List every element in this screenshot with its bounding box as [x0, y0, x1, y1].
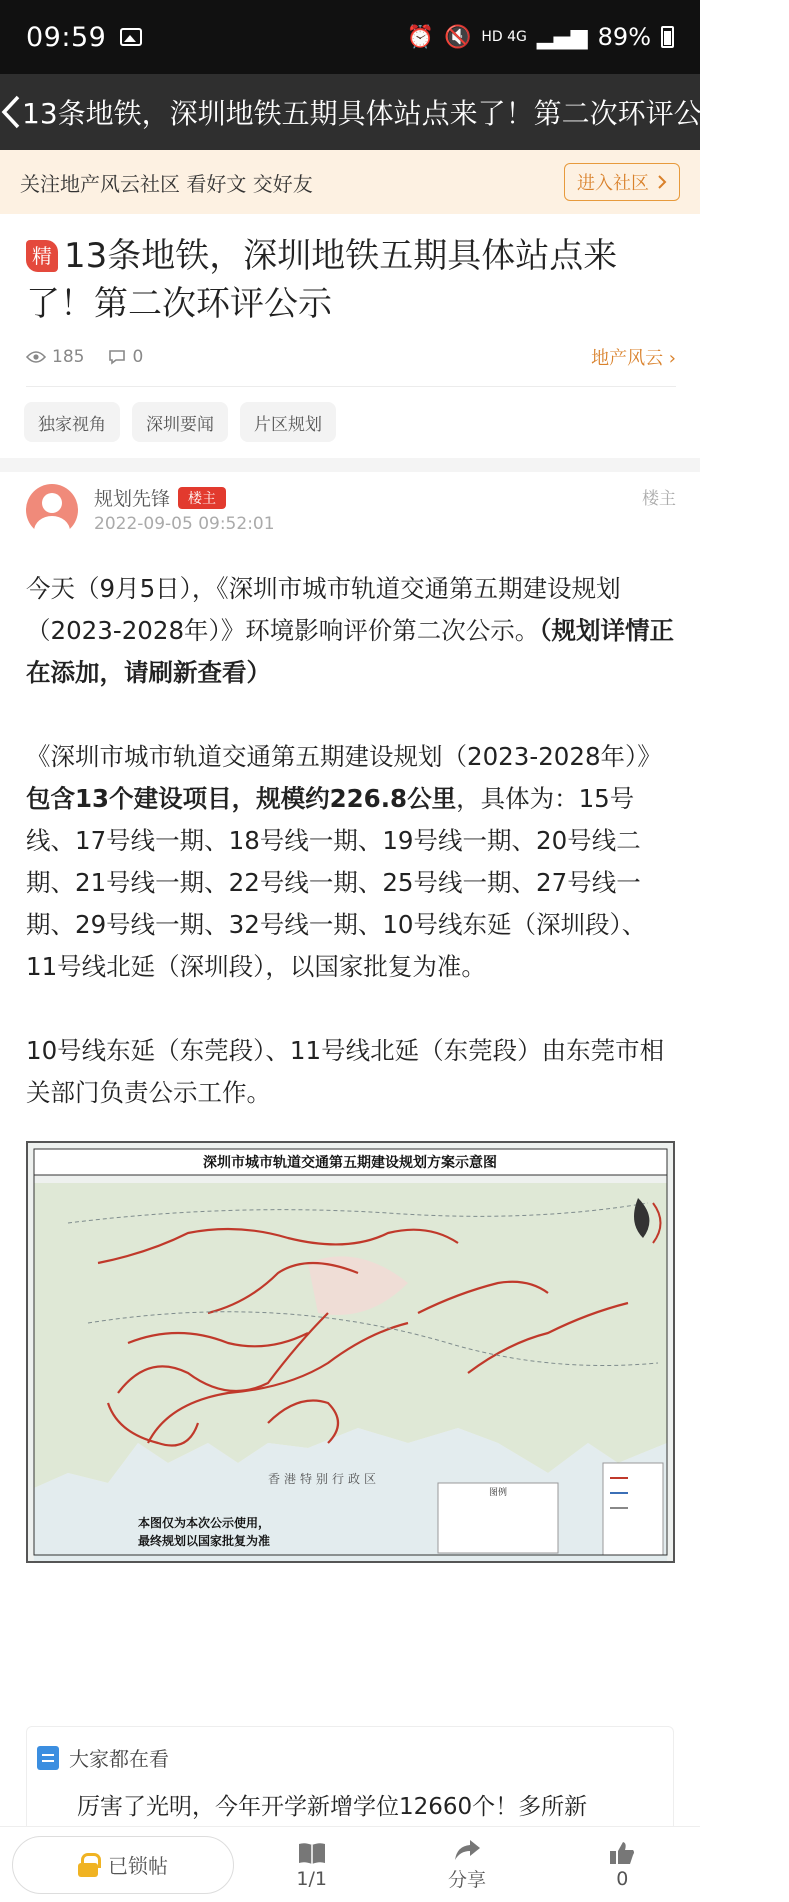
signal-icon: ▂▄▆ [536, 24, 588, 50]
paragraph-text: 10号线东延（东莞段）、11号线北延（东莞段）由东莞市相关部门负责公示工作。 [26, 1036, 665, 1107]
avatar[interactable] [26, 484, 78, 536]
metro-plan-map-image[interactable] [26, 1141, 675, 1563]
paragraph-text: 今天（9月5日），《深圳市城市轨道交通第五期建设规划（2023-2028年）》环境影响评价第二次公示。 [26, 574, 621, 645]
map-note-line2: 最终规划以国家批复为准 [138, 1534, 271, 1548]
featured-badge: 精 [26, 240, 58, 272]
status-bar [0, 0, 700, 74]
chevron-left-icon [0, 94, 22, 130]
paragraph [26, 1030, 676, 1114]
post-title [26, 232, 676, 328]
document-icon [37, 1746, 59, 1770]
map-legend-title: 图例 [488, 1488, 508, 1498]
views-value: 185 [52, 347, 85, 367]
paragraph [26, 736, 676, 988]
author-row [26, 484, 676, 544]
like-button[interactable] [545, 1840, 700, 1890]
paragraph-text: 《深圳市城市轨道交通第五期建设规划（2023-2028年）》 [26, 742, 662, 771]
comment-icon [108, 349, 126, 365]
page-indicator-button[interactable] [234, 1840, 389, 1890]
related-posts [26, 1726, 674, 1836]
owner-badge: 楼主 [178, 487, 226, 509]
paragraph-bold: 包含13个建设项目，规模约226.8公里 [26, 784, 457, 813]
community-name: 地产风云 [591, 348, 664, 369]
tag-item[interactable]: 片区规划 [240, 402, 336, 442]
related-header [27, 1727, 673, 1788]
image-notification-icon [120, 28, 142, 46]
comments-count [108, 347, 143, 367]
lock-icon [78, 1853, 98, 1877]
battery-icon [661, 26, 674, 48]
section-separator [0, 458, 700, 472]
bottom-action-bar [0, 1826, 700, 1902]
post-body [26, 568, 676, 1156]
community-link[interactable]: 地产风云 › [591, 348, 676, 369]
share-icon [452, 1837, 482, 1863]
more-options-button[interactable]: ••• [729, 94, 789, 130]
post-title-text: 13条地铁，深圳地铁五期具体站点来了！第二次环评公示 [26, 236, 618, 324]
divider [26, 386, 676, 387]
thumbs-up-icon [607, 1840, 637, 1866]
locked-post-indicator [12, 1836, 234, 1894]
banner-text: 关注地产风云社区 看好文 交好友 [20, 171, 313, 196]
tag-item[interactable]: 独家视角 [24, 402, 120, 442]
follow-community-banner [0, 150, 700, 214]
views-count [26, 347, 84, 367]
like-count: 0 [616, 1867, 629, 1890]
comments-value: 0 [132, 347, 144, 367]
app-bar [0, 74, 789, 150]
app-bar-title: 13条地铁，深圳地铁五期具体站点来了！第二次环评公示 [22, 97, 730, 130]
post-date: 2022-09-05 09:52:01 [94, 514, 275, 534]
eye-icon [26, 350, 46, 364]
related-header-label: 大家都在看 [69, 1747, 169, 1771]
paragraph-bold: （规划详情正在添加，请刷新查看） [26, 616, 675, 687]
author-name-row [94, 484, 226, 511]
enter-community-button[interactable] [564, 163, 680, 201]
post-meta [26, 344, 676, 370]
network-indicator: HD 4G [481, 29, 527, 45]
book-icon [297, 1840, 327, 1866]
chevron-right-icon [657, 174, 667, 190]
floor-label: 楼主 [642, 489, 676, 509]
paragraph-text: ，具体为：15号线、17号线一期、18号线一期、19号线一期、20号线二期、21号线一期、22号线一期、25号线一期、27号线一期、29号线一期、32号线一期、10号线东延（深圳段）、11号线北延（深圳段），以国家批复为准。 [26, 784, 647, 981]
locked-label: 已锁帖 [108, 1854, 168, 1878]
back-button[interactable] [0, 74, 22, 150]
status-icons [407, 23, 674, 51]
paragraph [26, 568, 676, 694]
hk-label: 香港特别行政区 [268, 1472, 381, 1486]
enter-community-label: 进入社区 [577, 173, 649, 194]
related-item[interactable]: 厉害了光明，今年开学新增学位12660个！多所新 [77, 1794, 588, 1820]
page-indicator: 1/1 [296, 1867, 327, 1890]
tag-item[interactable]: 深圳要闻 [132, 402, 228, 442]
battery-percent: 89% [597, 23, 651, 51]
map-title: 深圳市城市轨道交通第五期建设规划方案示意图 [203, 1155, 497, 1171]
mute-icon: 🔇 [443, 24, 472, 50]
share-label: 分享 [447, 1869, 486, 1891]
post-header [26, 232, 676, 370]
share-button[interactable] [389, 1837, 544, 1892]
tag-list [24, 402, 336, 442]
alarm-icon: ⏰ [406, 24, 434, 50]
author-name[interactable]: 规划先锋 [94, 488, 171, 510]
map-note-line1: 本图仅为本次公示使用， [138, 1516, 271, 1530]
clock: 09:59 [26, 21, 107, 53]
